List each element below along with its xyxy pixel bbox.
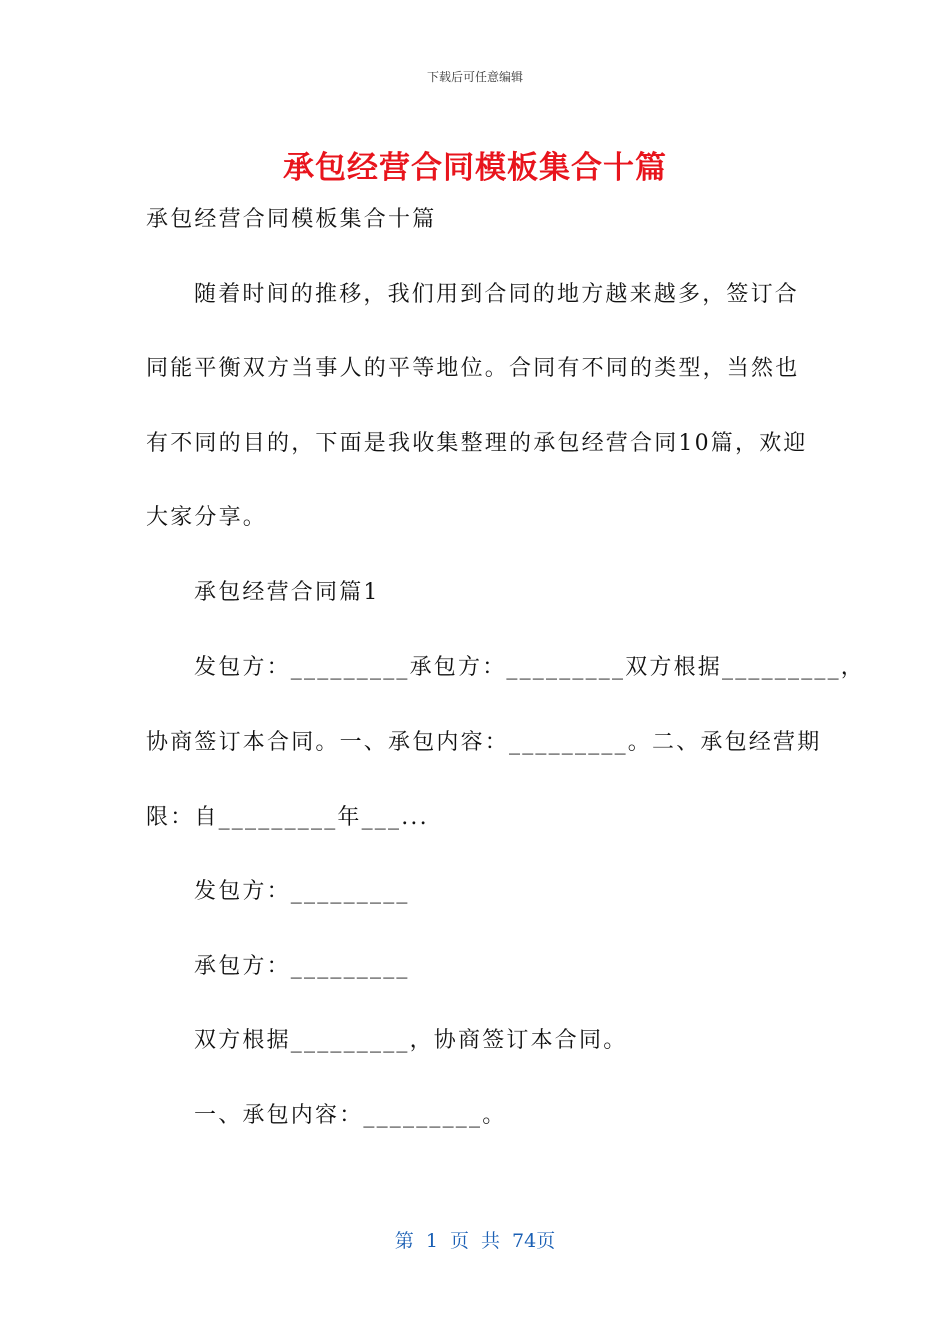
page-number: 第 1 页 共 74页 — [394, 1230, 556, 1252]
header-note: 下载后可任意编辑 — [426, 70, 523, 84]
paragraph-line: 随着时间的推移，我们用到合同的地方越来越多，签订合 — [194, 282, 800, 307]
paragraph-line: 承包方：_________ — [194, 954, 410, 979]
paragraph-line: 发包方：_________承包方：_________双方根据_________， — [194, 655, 866, 680]
paragraph-line: 双方根据_________，协商签订本合同。 — [194, 1028, 628, 1053]
paragraph-line: 协商签订本合同。一、承包内容：_________。二、承包经营期 — [146, 730, 822, 755]
document-subtitle: 承包经营合同模板集合十篇 — [146, 207, 437, 232]
paragraph-line: 同能平衡双方当事人的平等地位。合同有不同的类型，当然也 — [146, 356, 800, 381]
paragraph-line: 限：自_________年___... — [146, 805, 429, 830]
paragraph-line: 有不同的目的，下面是我收集整理的承包经营合同10篇，欢迎 — [146, 431, 808, 456]
section-heading: 承包经营合同篇1 — [194, 580, 380, 605]
paragraph-line: 一、承包内容：_________。 — [194, 1103, 507, 1128]
document-title: 承包经营合同模板集合十篇 — [283, 150, 667, 186]
paragraph-line: 大家分享。 — [146, 505, 268, 530]
paragraph-line: 发包方：_________ — [194, 879, 410, 904]
